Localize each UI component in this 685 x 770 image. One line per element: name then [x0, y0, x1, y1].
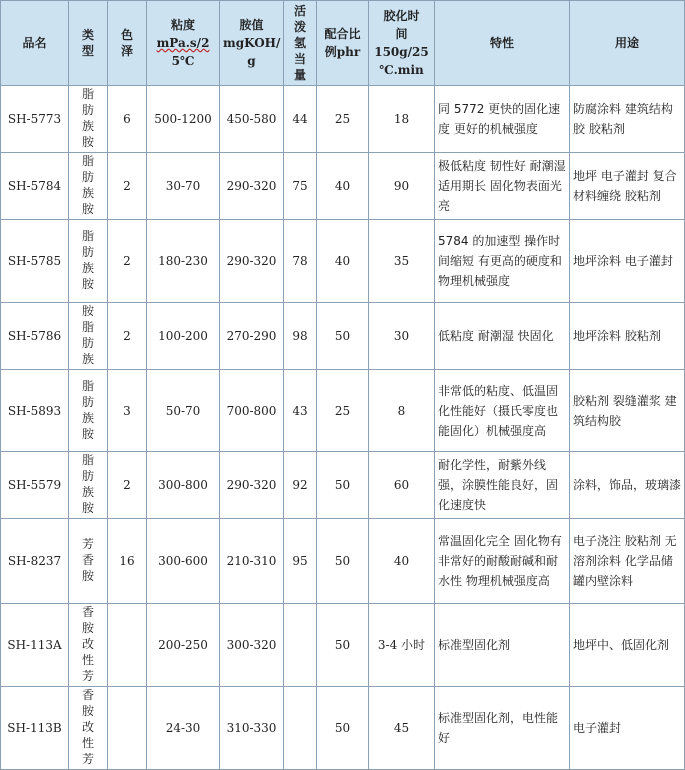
cell-viscosity: 200-250 [147, 604, 220, 687]
header-viscosity-line3: 5℃ [171, 54, 195, 68]
header-ratio-line2: 例phr [324, 45, 361, 59]
cell-gel-time: 60 [369, 452, 435, 519]
cell-feature: 标准型固化剂 [435, 604, 570, 687]
cell-viscosity: 30-70 [147, 153, 220, 220]
cell-active-hydrogen: 95 [284, 519, 317, 604]
cell-amine-value: 700-800 [220, 370, 284, 452]
cell-mix-ratio: 25 [317, 86, 369, 153]
cell-type [69, 519, 108, 604]
cell-color: 2 [108, 220, 147, 303]
header-gel-line4: ℃.min [379, 63, 424, 77]
cell-mix-ratio: 50 [317, 604, 369, 687]
cell-viscosity: 180-230 [147, 220, 220, 303]
header-color: 色泽 [108, 1, 147, 86]
type-text: 脂肪族胺 [81, 229, 94, 291]
cell-amine-value: 310-330 [220, 687, 284, 770]
cell-viscosity: 500-1200 [147, 86, 220, 153]
cell-active-hydrogen [284, 604, 317, 687]
header-viscosity [147, 1, 220, 86]
table-row [1, 303, 685, 370]
cell-gel-time: 3-4 小时 [369, 604, 435, 687]
header-viscosity-line2: mPa.s/2 [156, 36, 210, 50]
cell-usage: 电子灌封 [570, 687, 685, 770]
header-active-hydrogen: 活泼氢当量 [284, 1, 317, 86]
cell-feature: 标准型固化剂，电性能好 [435, 687, 570, 770]
cell-gel-time: 90 [369, 153, 435, 220]
cell-type [69, 687, 108, 770]
cell-usage: 涂料，饰品，玻璃漆 [570, 452, 685, 519]
cell-feature: 耐化学性，耐紫外线强，涂膜性能良好，固化速度快 [435, 452, 570, 519]
header-gel-line3: 150g/25 [374, 45, 429, 59]
header-mix-ratio [317, 1, 369, 86]
header-ratio-line1: 配合比 [324, 27, 361, 41]
header-amine-line3: g [247, 54, 256, 68]
cell-type [69, 604, 108, 687]
cell-usage: 胶粘剂 裂缝灌浆 建筑结构胶 [570, 370, 685, 452]
type-text: 脂肪族胺 [81, 453, 94, 515]
header-gel-line2: 间 [395, 27, 408, 41]
cell-color: 2 [108, 153, 147, 220]
cell-feature: 同 5772 更快的固化速度 更好的机械强度 [435, 86, 570, 153]
header-gel-time [369, 1, 435, 86]
cell-type [69, 303, 108, 370]
cell-feature: 常温固化完全 固化物有 非常好的耐酸耐碱和耐水性 物理机械强度高 [435, 519, 570, 604]
header-row [1, 1, 685, 86]
header-viscosity-line1: 粘度 [170, 18, 195, 32]
type-text: 脂肪族胺 [81, 87, 94, 149]
table-row [1, 452, 685, 519]
cell-product-name: SH-8237 [1, 519, 69, 604]
cell-color [108, 604, 147, 687]
cell-gel-time: 8 [369, 370, 435, 452]
header-feature: 特性 [435, 1, 570, 86]
cell-amine-value: 210-310 [220, 519, 284, 604]
cell-viscosity: 300-800 [147, 452, 220, 519]
cell-color: 3 [108, 370, 147, 452]
cell-usage: 电子浇注 胶粘剂 无溶剂涂料 化学品储罐内壁涂料 [570, 519, 685, 604]
cell-viscosity: 300-600 [147, 519, 220, 604]
table-row [1, 86, 685, 153]
cell-color [108, 687, 147, 770]
header-name: 品名 [1, 1, 69, 86]
cell-feature: 5784 的加速型 操作时间缩短 有更高的硬度和物理机械强度 [435, 220, 570, 303]
cell-product-name: SH-5773 [1, 86, 69, 153]
cell-usage: 地坪 电子灌封 复合材料缠绕 胶粘剂 [570, 153, 685, 220]
cell-color: 16 [108, 519, 147, 604]
cell-feature: 极低粘度 韧性好 耐潮湿 适用期长 固化物表面光亮 [435, 153, 570, 220]
type-text: 香胺 改性芳 [81, 688, 94, 766]
cell-mix-ratio: 50 [317, 452, 369, 519]
cell-type [69, 153, 108, 220]
cell-color: 2 [108, 452, 147, 519]
cell-usage: 地坪涂料 胶粘剂 [570, 303, 685, 370]
cell-type [69, 370, 108, 452]
header-type: 类型 [69, 1, 108, 86]
type-text: 胺 脂肪族 [81, 304, 94, 366]
table-row [1, 153, 685, 220]
header-usage: 用途 [570, 1, 685, 86]
header-amine-line1: 胺值 [239, 18, 264, 32]
table-row [1, 370, 685, 452]
type-text: 芳香胺 [81, 537, 94, 583]
cell-product-name: SH-113A [1, 604, 69, 687]
cell-product-name: SH-113B [1, 687, 69, 770]
cell-product-name: SH-5784 [1, 153, 69, 220]
cell-mix-ratio: 25 [317, 370, 369, 452]
cell-amine-value: 300-320 [220, 604, 284, 687]
cell-active-hydrogen: 98 [284, 303, 317, 370]
cell-product-name: SH-5893 [1, 370, 69, 452]
table-row [1, 220, 685, 303]
cell-active-hydrogen: 75 [284, 153, 317, 220]
cell-active-hydrogen: 44 [284, 86, 317, 153]
cell-mix-ratio: 40 [317, 153, 369, 220]
cell-amine-value: 290-320 [220, 153, 284, 220]
cell-active-hydrogen: 78 [284, 220, 317, 303]
cell-mix-ratio: 50 [317, 303, 369, 370]
cell-type [69, 220, 108, 303]
cell-gel-time: 30 [369, 303, 435, 370]
cell-mix-ratio: 50 [317, 519, 369, 604]
cell-type [69, 86, 108, 153]
cell-product-name: SH-5786 [1, 303, 69, 370]
header-amine-value [220, 1, 284, 86]
cell-active-hydrogen [284, 687, 317, 770]
type-text: 脂肪族胺 [81, 378, 94, 441]
cell-feature: 低粘度 耐潮湿 快固化 [435, 303, 570, 370]
table-row [1, 604, 685, 687]
cell-color: 6 [108, 86, 147, 153]
cell-mix-ratio: 50 [317, 687, 369, 770]
cell-product-name: SH-5785 [1, 220, 69, 303]
cell-color: 2 [108, 303, 147, 370]
cell-gel-time: 40 [369, 519, 435, 604]
cell-amine-value: 290-320 [220, 220, 284, 303]
cell-gel-time: 35 [369, 220, 435, 303]
cell-usage: 地坪涂料 电子灌封 [570, 220, 685, 303]
cell-mix-ratio: 40 [317, 220, 369, 303]
cell-active-hydrogen: 92 [284, 452, 317, 519]
cell-usage: 地坪中、低固化剂 [570, 604, 685, 687]
cell-gel-time: 45 [369, 687, 435, 770]
header-amine-line2: mgKOH/ [223, 36, 281, 50]
cell-usage: 防腐涂料 建筑结构胶 胶粘剂 [570, 86, 685, 153]
type-text: 脂肪族胺 [81, 154, 94, 216]
cell-product-name: SH-5579 [1, 452, 69, 519]
cell-type [69, 452, 108, 519]
cell-feature: 非常低的粘度、低温固化性能好（摄氏零度也能固化）机械强度高 [435, 370, 570, 452]
cell-viscosity: 50-70 [147, 370, 220, 452]
cell-gel-time: 18 [369, 86, 435, 153]
table-row [1, 519, 685, 604]
cell-viscosity: 100-200 [147, 303, 220, 370]
table-row [1, 687, 685, 770]
cell-amine-value: 450-580 [220, 86, 284, 153]
type-text: 香胺 改性芳 [81, 605, 94, 683]
cell-amine-value: 270-290 [220, 303, 284, 370]
cell-amine-value: 290-320 [220, 452, 284, 519]
cell-active-hydrogen: 43 [284, 370, 317, 452]
header-gel-line1: 胶化时 [383, 9, 420, 23]
cell-viscosity: 24-30 [147, 687, 220, 770]
